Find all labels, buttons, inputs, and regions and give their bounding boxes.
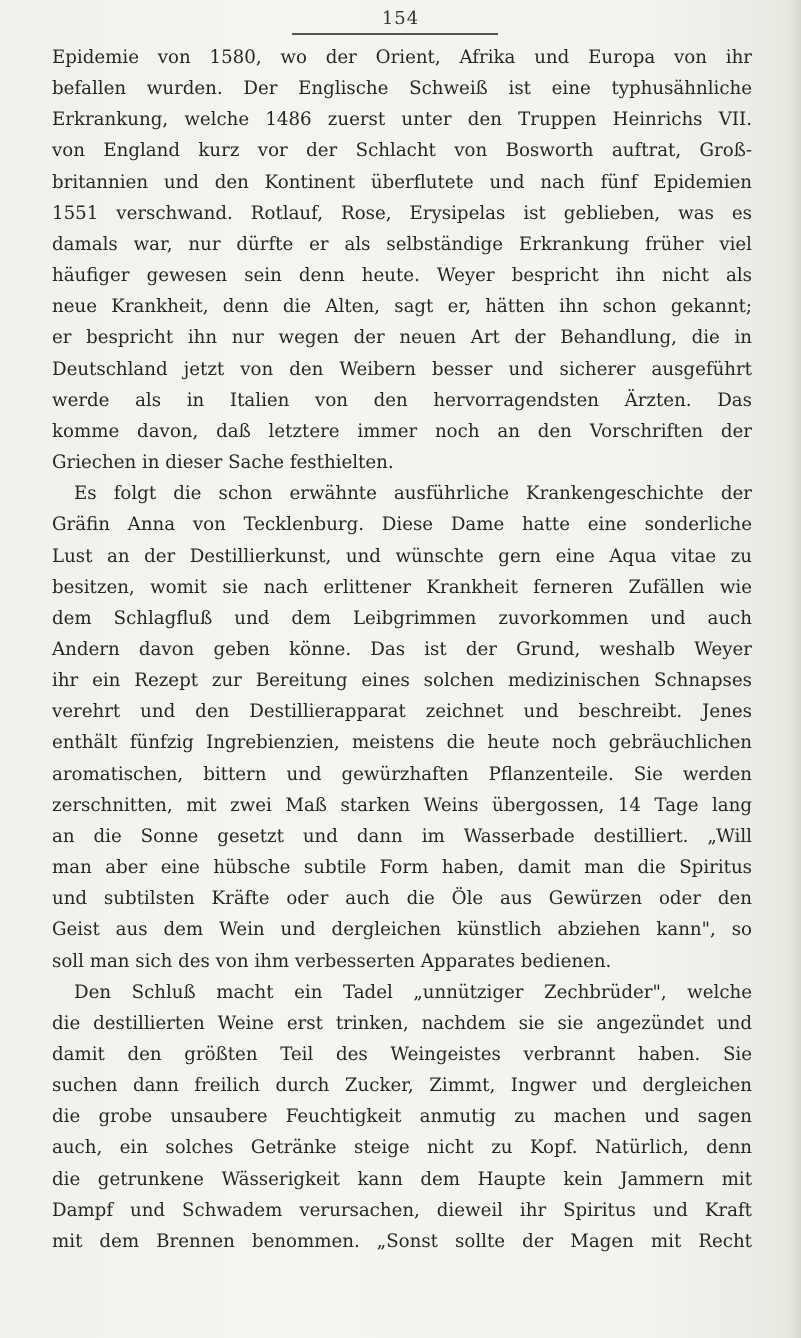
text-line: befallen wurden. Der Englische Schweiß ist eine typhusähnliche: [52, 78, 752, 100]
text-line: damals war, nur dürfte er als selbständige Erkrankung früher viel: [52, 233, 752, 255]
text-line: Epidemie von 1580, wo der Orient, Afrika und Europa von ihr: [52, 47, 752, 68]
text-line: werde als in Italien von den hervorragendsten Ärzten. Das: [52, 389, 752, 411]
text-line: auch, ein solches Getränke steige nicht zu Kopf. Natürlich, denn: [52, 1137, 752, 1159]
text-line: Lust an der Destillierkunst, und wünschte gern eine Aqua vitae zu: [52, 545, 752, 567]
text-line: Es folgt die schon erwähnte ausführliche Krankengeschichte der: [74, 483, 752, 505]
page-body-text: [52, 42, 752, 1257]
text-line: verehrt und den Destillierapparat zeichnet und beschreibt. Jenes: [52, 701, 752, 723]
text-line: dem Schlagfluß und dem Leibgrimmen zuvorkommen und auch: [52, 607, 752, 629]
text-line: er bespricht ihn nur wegen der neuen Art der Behandlung, die in: [52, 327, 752, 349]
text-line: Deutschland jetzt von den Weibern besser und sicherer ausgeführt: [52, 358, 752, 380]
text-line: aromatischen, bittern und gewürzhaften Pflanzenteile. Sie werden: [52, 763, 752, 785]
text-line: Erkrankung, welche 1486 zuerst unter den Truppen Heinrichs VII.: [52, 109, 752, 131]
text-line: häufiger gewesen sein denn heute. Weyer bespricht ihn nicht als: [52, 265, 752, 287]
text-line: mit dem Brennen benommen. „Sonst sollte der Magen mit Recht: [52, 1230, 752, 1252]
text-line: Dampf und Schwadem verursachen, dieweil ihr Spiritus und Kraft: [52, 1199, 752, 1221]
text-line: Andern davon geben könne. Das ist der Grund, weshalb Weyer: [52, 638, 752, 660]
text-line: enthält fünfzig Ingrebienzien, meistens die heute noch gebräuchlichen: [52, 732, 752, 754]
text-line: 1551 verschwand. Rotlauf, Rose, Erysipelas ist geblieben, was es: [52, 202, 752, 224]
header-rule: [292, 33, 498, 35]
text-line: die getrunkene Wässerigkeit kann dem Haupte kein Jammern mit: [52, 1168, 752, 1190]
text-line: Griechen in dieser Sache festhielten.: [52, 452, 394, 474]
text-line: ihr ein Rezept zur Bereitung eines solchen medizinischen Schnapses: [52, 670, 752, 692]
text-line: suchen dann freilich durch Zucker, Zimmt, Ingwer und dergleichen: [52, 1075, 752, 1097]
text-line: Geist aus dem Wein und dergleichen künstlich abziehen kann", so: [52, 919, 752, 941]
text-line: man aber eine hübsche subtile Form haben, damit man die Spiritus: [52, 857, 752, 879]
text-line: komme davon, daß letztere immer noch an den Vorschriften der: [52, 420, 752, 442]
text-line: neue Krankheit, denn die Alten, sagt er, hätten ihn schon gekannt;: [52, 296, 752, 318]
text-line: damit den größten Teil des Weingeistes verbrannt haben. Sie: [52, 1044, 752, 1065]
text-line: die destillierten Weine erst trinken, nachdem sie sie angezündet und: [52, 1012, 752, 1034]
page-edge-shadow: [787, 0, 801, 1338]
text-line: besitzen, womit sie nach erlittener Krankheit ferneren Zufällen wie: [52, 576, 752, 598]
text-line: und subtilsten Kräfte oder auch die Öle aus Gewürzen oder den: [52, 888, 752, 910]
text-line: von England kurz vor der Schlacht von Bosworth auftrat, Groß-: [52, 140, 752, 162]
text-line: zerschnitten, mit zwei Maß starken Weins übergossen, 14 Tage lang: [52, 794, 752, 816]
text-line: an die Sonne gesetzt und dann im Wasserbade destilliert. „Will: [52, 825, 752, 847]
text-line: Den Schluß macht ein Tadel „unnütziger Zechbrüder", welche: [74, 981, 752, 1003]
page-number: 154: [381, 8, 420, 29]
text-line: die grobe unsaubere Feuchtigkeit anmutig zu machen und sagen: [52, 1106, 752, 1128]
text-line: soll man sich des von ihm verbesserten Apparates bedienen.: [52, 950, 612, 972]
text-line: britannien und den Kontinent überflutete und nach fünf Epidemien: [52, 171, 752, 193]
text-line: Gräfin Anna von Tecklenburg. Diese Dame hatte eine sonderliche: [52, 514, 752, 536]
